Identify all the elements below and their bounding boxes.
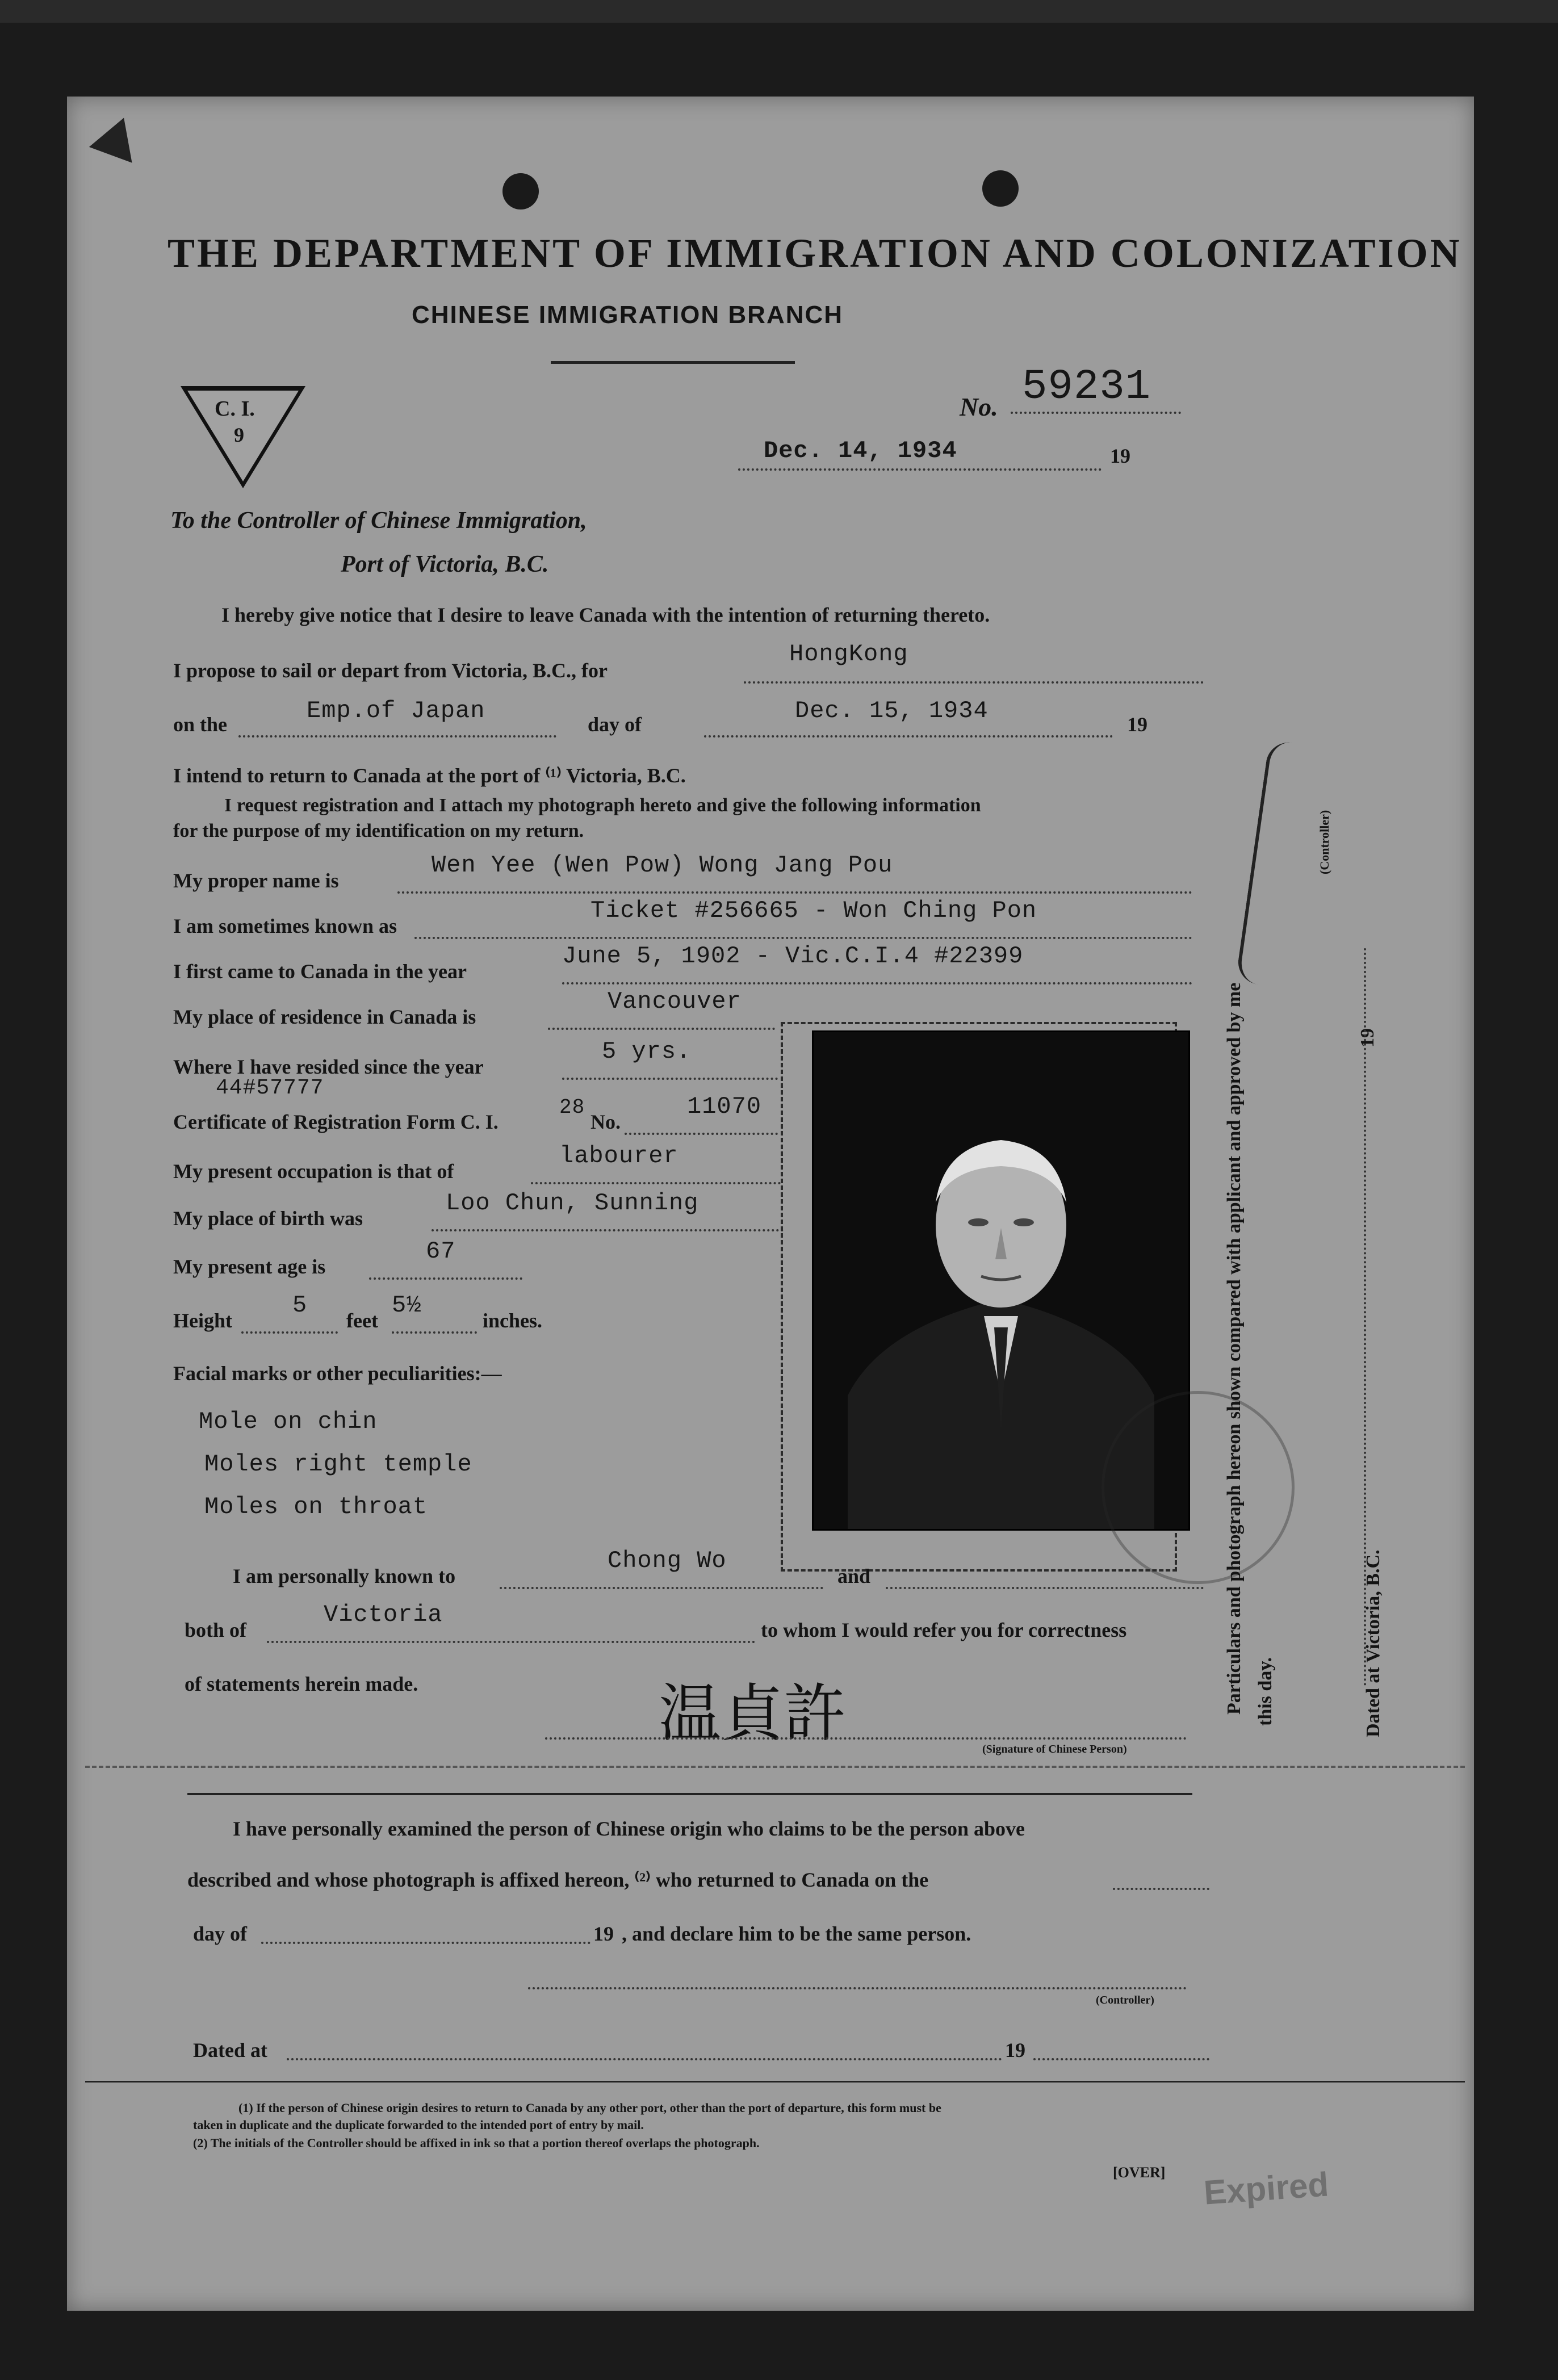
- form-code-top: C. I.: [215, 397, 255, 421]
- birth-label: My place of birth was: [173, 1207, 363, 1230]
- certificate-no-value: 11070: [687, 1093, 762, 1120]
- mark-2: Moles right temple: [204, 1451, 472, 1478]
- chinese-signature: 温貞許: [659, 1677, 846, 1750]
- examination-day-rule: [261, 1942, 590, 1944]
- punch-hole-right: [982, 170, 1019, 207]
- mark-3: Moles on throat: [204, 1493, 428, 1520]
- approval-this-day: this day.: [1255, 1657, 1276, 1726]
- request-line1: I request registration and I attach my photograph hereto and give the following information: [224, 795, 981, 816]
- examination-declare: , and declare him to be the same person.: [622, 1922, 971, 1945]
- age-value: 67: [426, 1238, 456, 1265]
- first-came-value: June 5, 1902 - Vic.C.I.4 #22399: [562, 942, 1024, 970]
- age-rule: [369, 1277, 522, 1280]
- number-rule: [1011, 412, 1181, 414]
- occupation-value: labourer: [559, 1142, 679, 1170]
- dated-year-rule: [1033, 2058, 1209, 2060]
- proper-name-rule: [397, 891, 1192, 894]
- expired-stamp: Expired: [1202, 2165, 1330, 2212]
- examination-rule: [187, 1793, 1192, 1795]
- certificate-form: 28: [559, 1096, 585, 1119]
- certificate-no-label: No.: [590, 1111, 621, 1133]
- approval-year-suffix: 19: [1357, 1028, 1378, 1047]
- marks-label: Facial marks or other peculiarities:—: [173, 1362, 502, 1385]
- punch-hole-left: [502, 173, 539, 209]
- resided-since-rule: [562, 1078, 778, 1080]
- occupation-rule: [531, 1182, 781, 1184]
- first-came-label: I first came to Canada in the year: [173, 960, 467, 983]
- city-value: Victoria: [324, 1601, 443, 1628]
- branch-title: CHINESE IMMIGRATION BRANCH: [412, 301, 844, 329]
- request-line2: for the purpose of my identification on my return.: [173, 820, 584, 841]
- birth-rule: [432, 1229, 784, 1231]
- examination-line2: described and whose photograph is affixed hereon, ⁽²⁾ who returned to Canada on the: [187, 1868, 929, 1891]
- height-inches-rule: [392, 1331, 477, 1334]
- form-code-bottom: 9: [234, 424, 244, 446]
- examination-dated-at: Dated at: [193, 2039, 267, 2061]
- return-date-rule: [1113, 1888, 1209, 1890]
- footnote-1b: taken in duplicate and the duplicate forwarded to the intended port of entry by mail.: [193, 2118, 644, 2132]
- footnote-2: (2) The initials of the Controller should be affixed in ink so that a portion thereof overlaps the photograph.: [193, 2136, 760, 2150]
- both-of-rule: [267, 1641, 755, 1643]
- number-prefix: No.: [960, 392, 998, 421]
- known-to-value: Chong Wo: [608, 1547, 727, 1574]
- vessel-rule: [238, 735, 556, 738]
- destination-rule: [744, 681, 1204, 684]
- controller-caption: (Controller): [1096, 1994, 1154, 2006]
- dated-at-rule: [287, 2058, 1002, 2060]
- footnote-rule: [85, 2081, 1465, 2082]
- controller-signature-rule: [528, 1987, 1187, 1989]
- day-of-label: day of: [588, 713, 642, 736]
- proper-name-value: Wen Yee (Wen Pow) Wong Jang Pou: [432, 852, 893, 879]
- footnote-1a: (1) If the person of Chinese origin desires to return to Canada by any other port, other than the port of departure, this form must be: [238, 2101, 941, 2115]
- certificate-no-rule: [625, 1133, 778, 1135]
- person2-rule: [886, 1587, 1204, 1589]
- known-as-label: I am sometimes known as: [173, 915, 397, 937]
- refer-label: to whom I would refer you for correctness: [761, 1619, 1127, 1641]
- age-label: My present age is: [173, 1255, 326, 1278]
- examination-day-of: day of: [193, 1922, 248, 1945]
- examination-line1: I have personally examined the person of Chinese origin who claims to be the person above: [233, 1817, 1025, 1840]
- depart-year-suffix: 19: [1127, 713, 1147, 736]
- header-rule: [551, 361, 795, 364]
- over-label: [OVER]: [1113, 2164, 1166, 2181]
- height-label: Height: [173, 1309, 232, 1332]
- resided-since-value: 5 yrs.: [602, 1038, 692, 1065]
- height-inches-value: 5½: [392, 1292, 422, 1319]
- sail-label: I propose to sail or depart from Victoria, B.C., for: [173, 659, 608, 682]
- first-came-rule: [562, 982, 1192, 984]
- birth-value: Loo Chun, Sunning: [446, 1189, 699, 1217]
- mark-1: Mole on chin: [199, 1408, 378, 1435]
- addressee-line2: Port of Victoria, B.C.: [341, 551, 549, 577]
- known-as-rule: [414, 937, 1192, 939]
- residence-value: Vancouver: [608, 988, 742, 1015]
- occupation-label: My present occupation is that of: [173, 1160, 454, 1183]
- approval-text: Particulars and photograph hereon shown compared with applicant and approved by me: [1224, 982, 1245, 1715]
- known-to-rule: [500, 1587, 823, 1589]
- inches-label: inches.: [483, 1309, 543, 1332]
- signature-caption: (Signature of Chinese Person): [982, 1743, 1127, 1755]
- return-port: I intend to return to Canada at the port of ⁽¹⁾ Victoria, B.C.: [173, 764, 686, 787]
- proper-name-label: My proper name is: [173, 869, 339, 892]
- film-border: [0, 0, 1558, 23]
- notice-intro: I hereby give notice that I desire to leave Canada with the intention of returning thereto.: [221, 604, 990, 626]
- dated-at-victoria: Dated at Victoria, B.C.: [1363, 1549, 1384, 1737]
- both-of-label: both of: [185, 1619, 247, 1641]
- date-year-suffix: 19: [1110, 445, 1130, 467]
- height-feet-rule: [241, 1331, 338, 1334]
- resided-since-label: Where I have resided since the year: [173, 1055, 484, 1078]
- certificate-note: 44#57777: [216, 1076, 324, 1100]
- known-to-label: I am personally known to: [233, 1565, 456, 1587]
- approval-controller-caption: (Controller): [1317, 810, 1331, 874]
- addressee-line1: To the Controller of Chinese Immigration,: [170, 508, 587, 534]
- date-rule: [738, 468, 1102, 471]
- residence-rule: [548, 1028, 775, 1030]
- examination-year-suffix: 19: [1005, 2039, 1025, 2061]
- known-as-value: Ticket #256665 - Won Ching Pon: [590, 897, 1037, 924]
- and-label: and: [837, 1565, 871, 1587]
- form-date: Dec. 14, 1934: [764, 437, 957, 464]
- statements-label: of statements herein made.: [185, 1673, 418, 1695]
- certificate-label: Certificate of Registration Form C. I.: [173, 1111, 499, 1133]
- signature-rule: [545, 1737, 1187, 1740]
- department-title: THE DEPARTMENT OF IMMIGRATION AND COLONIZATION: [167, 231, 1462, 276]
- form-number: 59231: [1022, 363, 1151, 411]
- feet-label: feet: [346, 1309, 378, 1332]
- depart-date-rule: [704, 735, 1113, 738]
- residence-label: My place of residence in Canada is: [173, 1005, 476, 1028]
- separator-perforation: [85, 1766, 1465, 1768]
- postmark-stamp: [1102, 1391, 1295, 1584]
- vessel-value: Emp.of Japan: [307, 697, 485, 724]
- depart-date-value: Dec. 15, 1934: [795, 697, 989, 724]
- examination-year: 19: [593, 1922, 614, 1945]
- on-the-label: on the: [173, 713, 228, 736]
- destination-value: HongKong: [789, 640, 908, 668]
- height-feet-value: 5: [292, 1292, 308, 1319]
